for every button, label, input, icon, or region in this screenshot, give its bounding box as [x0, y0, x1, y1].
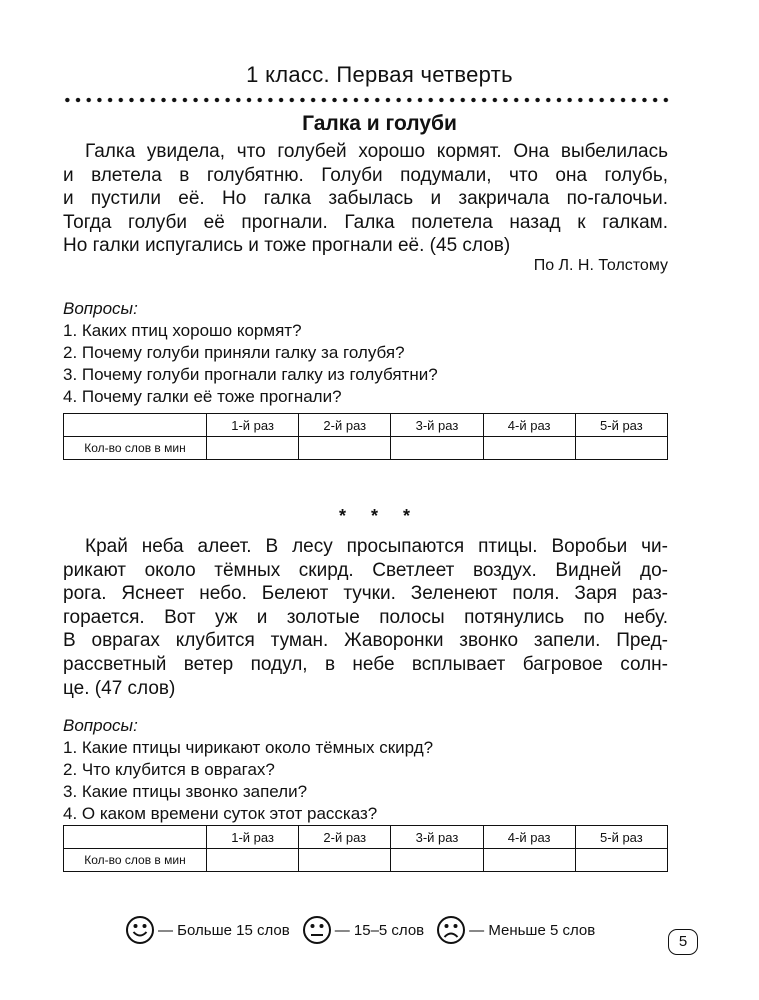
table-header-cell: 3-й раз: [391, 414, 483, 437]
story1-questions-heading: Вопросы:: [63, 299, 138, 318]
story1-line: Галка увидела, что голубей хорошо кормят. Она выбелилась: [85, 141, 668, 162]
story1-line: и пустили её. Но галка забылась и закричала по-галочьи.: [63, 188, 668, 210]
table-header-cell: 2-й раз: [299, 414, 391, 437]
story1-title: Галка и голуби: [302, 112, 457, 135]
question-item: 2. Почему голуби приняли галку за голубя?: [63, 343, 405, 362]
table-header-cell: 5-й раз: [575, 826, 667, 849]
table-row-label: Кол-во слов в мин: [64, 437, 207, 460]
table-row: [64, 437, 668, 460]
question-item: 3. Почему голуби прогнали галку из голубятни?: [63, 365, 438, 384]
legend-label-sad: — Меньше 5 слов: [469, 921, 596, 939]
story1-line: Тогда голуби её прогнали. Галка полетела назад к галкам.: [63, 211, 668, 233]
story2-line: рикают около тёмных скирд. Светлеет воздух. Видней до-: [63, 559, 668, 581]
table-header-cell: 1-й раз: [207, 414, 299, 437]
story2-text: [63, 535, 668, 700]
page-header: 1 класс. Первая четверть: [246, 62, 513, 87]
question-item: 4. О каком времени суток этот рассказ?: [63, 804, 378, 823]
table-row: [64, 849, 668, 872]
story1-line: и влетела в голубятню. Голуби подумали, что она голубь,: [63, 164, 668, 186]
question-item: 1. Каких птиц хорошо кормят?: [63, 321, 302, 340]
table-header-cell: 5-й раз: [575, 414, 667, 437]
table-cell: [299, 849, 391, 872]
table-cell: [64, 826, 207, 849]
question-item: 4. Почему галки её тоже прогнали?: [63, 387, 342, 406]
story2-line: В оврагах клубится туман. Жаворонки звонко запели. Пред-: [63, 630, 668, 652]
story2-line: це. (47 слов): [63, 677, 176, 699]
table-cell: [64, 414, 207, 437]
table-header-cell: 2-й раз: [299, 826, 391, 849]
question-item: 1. Какие птицы чирикают около тёмных скирд?: [63, 738, 434, 757]
table-cell: [483, 849, 575, 872]
table-header-cell: 4-й раз: [483, 414, 575, 437]
table-cell: [207, 849, 299, 872]
table-cell: [299, 437, 391, 460]
happy-face-icon: [125, 915, 155, 945]
table-cell: [391, 849, 483, 872]
table-header-row: [64, 414, 668, 437]
story2-line: рога. Яснеет небо. Белеют тучки. Зеленеют поля. Заря раз-: [63, 583, 668, 605]
story2-line: Край неба алеет. В лесу просыпаются птицы. Воробьи чи-: [85, 536, 668, 557]
section-separator: * * *: [338, 506, 421, 526]
reading-speed-table-1: [63, 413, 668, 460]
table-header-row: [64, 826, 668, 849]
question-item: 2. Что клубится в оврагах?: [63, 760, 275, 779]
table-cell: [575, 437, 667, 460]
table-cell: [483, 437, 575, 460]
story1-text: [63, 140, 668, 258]
table-cell: [391, 437, 483, 460]
question-item: 3. Какие птицы звонко запели?: [63, 782, 308, 801]
page-number: 5: [668, 929, 698, 955]
story2-questions-heading: Вопросы:: [63, 716, 138, 735]
table-header-cell: 4-й раз: [483, 826, 575, 849]
table-cell: [207, 437, 299, 460]
story2-line: горается. Вот уж и золотые полосы потянулись по небу.: [63, 606, 668, 628]
legend-label-neutral: — 15–5 слов: [334, 921, 425, 939]
table-header-cell: 3-й раз: [391, 826, 483, 849]
story2-questions: [63, 737, 433, 825]
legend-label-happy: — Больше 15 слов: [158, 921, 290, 939]
rating-legend: [125, 913, 607, 947]
reading-speed-table-2: [63, 825, 668, 872]
neutral-face-icon: [302, 915, 332, 945]
sad-face-icon: [436, 915, 466, 945]
story2-line: рассветный ветер подул, в небе всплывает багровое солн-: [63, 653, 668, 675]
story1-questions: [63, 320, 438, 408]
table-row-label: Кол-во слов в мин: [64, 849, 207, 872]
story1-author: По Л. Н. Толстому: [533, 257, 668, 274]
table-header-cell: 1-й раз: [207, 826, 299, 849]
story1-line: Но галки испугались и тоже прогнали её. (45 слов): [63, 235, 511, 257]
table-cell: [575, 849, 667, 872]
dotted-divider: [62, 97, 670, 103]
